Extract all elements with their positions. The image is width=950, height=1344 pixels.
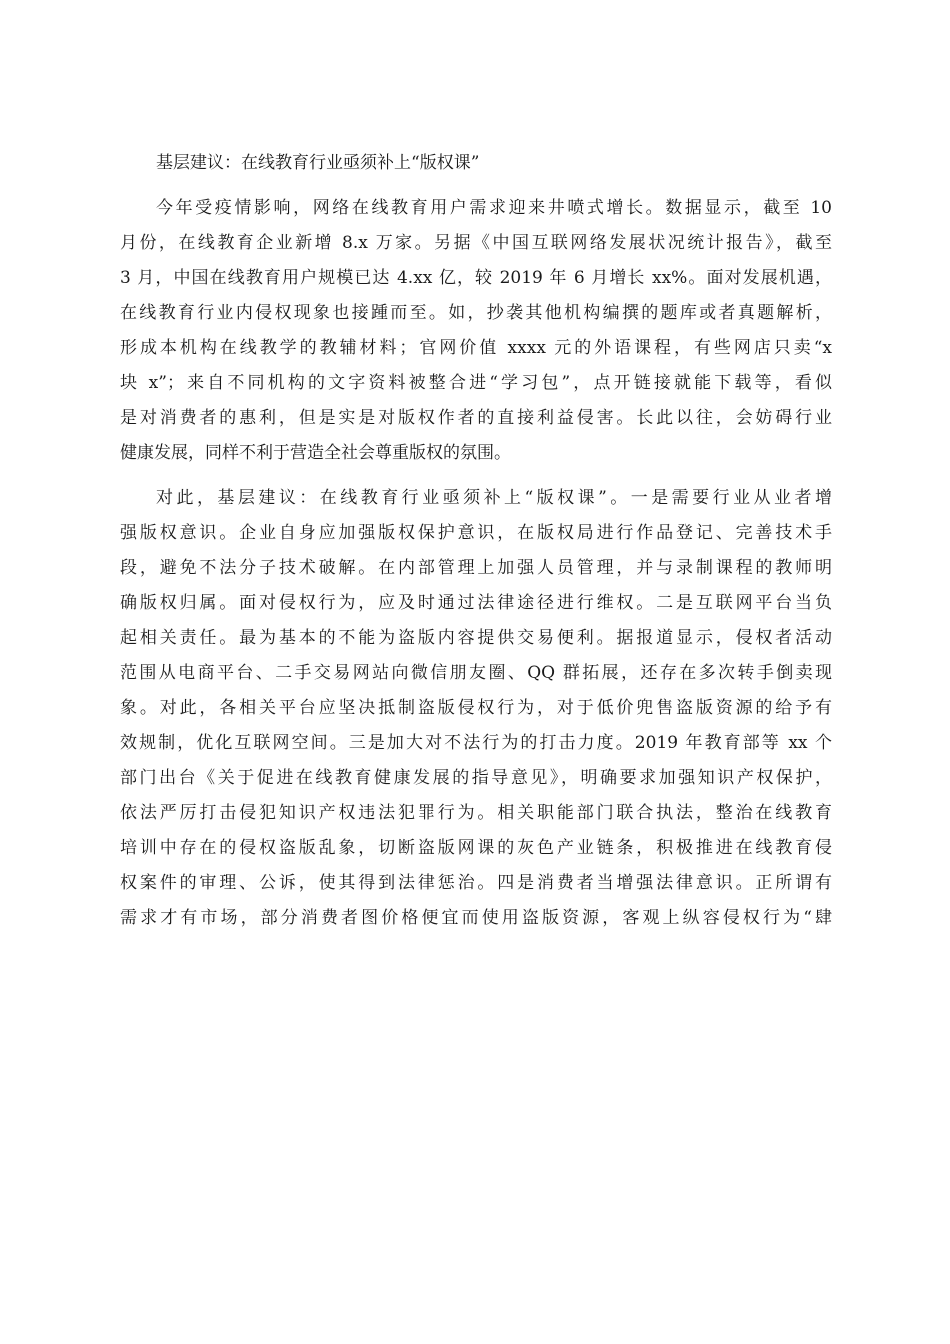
paragraph-line: 健康发展，同样不利于营造全社会尊重版权的氛围。 [120,443,511,463]
spacer [120,471,832,481]
paragraph-line: 段，避免不法分子技术破解。在内部管理上加强人员管理，并与录制课程的教师明 [120,558,832,578]
paragraph-line: 形成本机构在线教学的教辅材料；官网价值 xxxx 元的外语课程，有些网店只卖“x [120,338,832,358]
paragraph-line: 月份，在线教育企业新增 8.x 万家。另据《中国互联网络发展状况统计报告》，截至 [120,233,832,253]
paragraph-line: 效规制，优化互联网空间。三是加大对不法行为的打击力度。2019 年教育部等 xx 个 [120,733,832,753]
paragraph-line: 权案件的审理、公诉，使其得到法律惩治。四是消费者当增强法律意识。正所谓有 [120,873,832,893]
paragraph-line: 今年受疫情影响，网络在线教育用户需求迎来井喷式增长。数据显示，截至 10 [156,198,832,218]
paragraph-line: 在线教育行业内侵权现象也接踵而至。如，抄袭其他机构编撰的题库或者真题解析， [120,303,832,323]
paragraph-2 [120,481,832,936]
paragraph-line: 起相关责任。最为基本的不能为盗版内容提供交易便利。据报道显示，侵权者活动 [120,628,832,648]
paragraph-line: 确版权归属。面对侵权行为，应及时通过法律途径进行维权。二是互联网平台当负 [120,593,832,613]
paragraph-line: 是对消费者的惠利，但是实是对版权作者的直接利益侵害。长此以往，会妨碍行业 [120,408,832,428]
paragraph-line: 对此，基层建议：在线教育行业亟须补上“版权课”。一是需要行业从业者增 [156,488,832,508]
paragraph-line: 部门出台《关于促进在线教育健康发展的指导意见》，明确要求加强知识产权保护， [120,768,832,788]
paragraph-line: 培训中存在的侵权盗版乱象，切断盗版网课的灰色产业链条，积极推进在线教育侵 [120,838,832,858]
paragraph-line: 象。对此，各相关平台应坚决抵制盗版侵权行为，对于低价兜售盗版资源的给予有 [120,698,832,718]
document-title: 基层建议：在线教育行业亟须补上“版权课” [156,153,480,173]
paragraph-line: 块 x”；来自不同机构的文字资料被整合进“学习包”，点开链接就能下载等，看似 [120,373,832,393]
paragraph-1 [120,191,832,471]
paragraph-line: 需求才有市场，部分消费者图价格便宜而使用盗版资源，客观上纵容侵权行为“肆 [120,908,832,928]
paragraph-line: 3 月，中国在线教育用户规模已达 4.xx 亿，较 2019 年 6 月增长 xx%。面对发展机遇， [120,268,832,288]
paragraph-line: 依法严厉打击侵犯知识产权违法犯罪行为。相关职能部门联合执法，整治在线教育 [120,803,832,823]
document-body [120,146,832,936]
paragraph-line: 范围从电商平台、二手交易网站向微信朋友圈、QQ 群拓展，还存在多次转手倒卖现 [120,663,832,683]
paragraph-line: 强版权意识。企业自身应加强版权保护意识，在版权局进行作品登记、完善技术手 [120,523,832,543]
spacer [120,181,832,191]
